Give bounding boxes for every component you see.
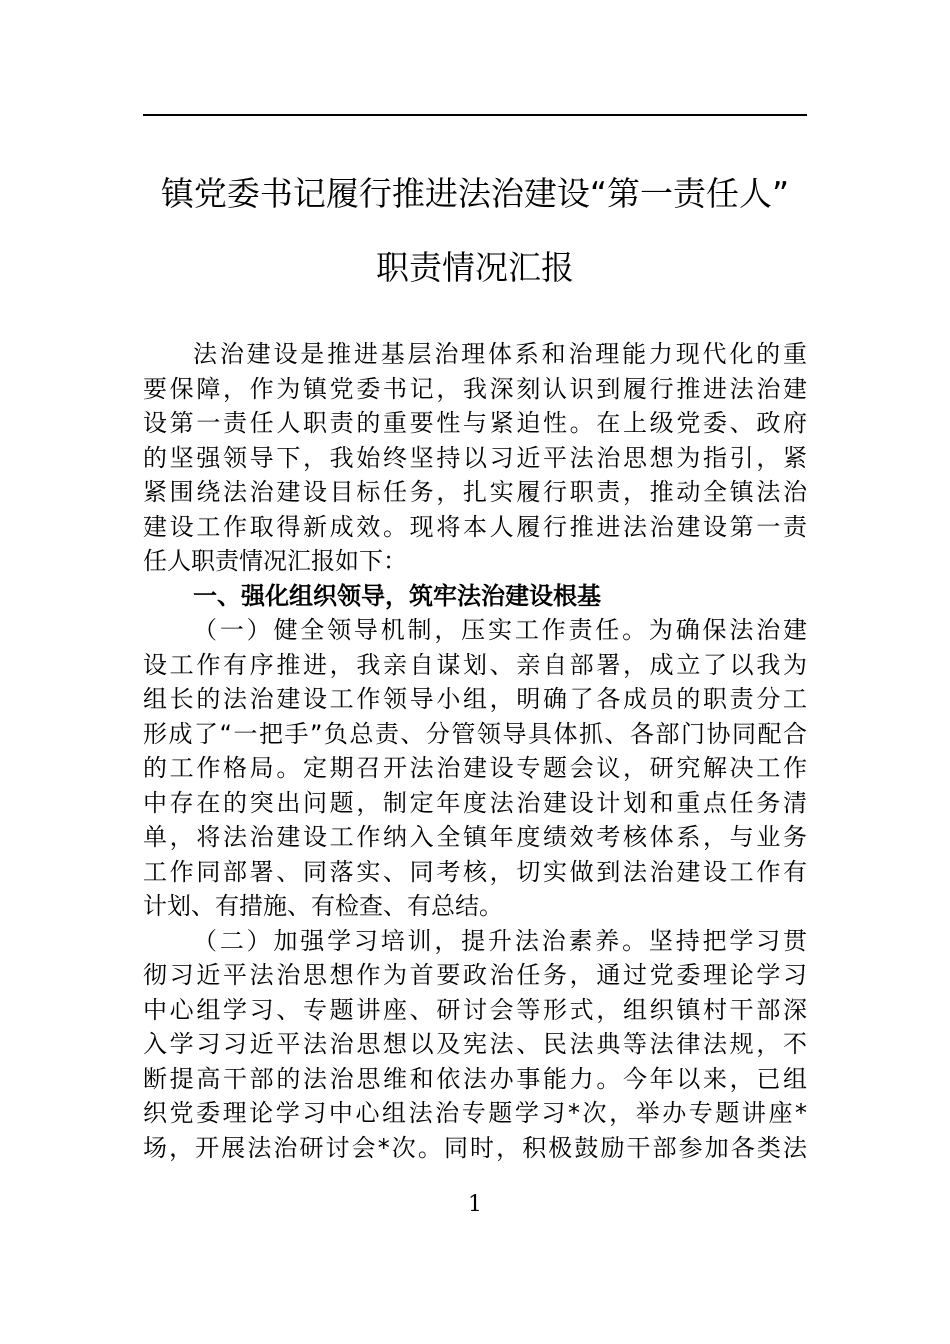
document-body: [143, 337, 807, 1165]
paragraph-line: 紧围绕法治建设目标任务，扎实履行职责，推动全镇法治: [143, 478, 807, 506]
paragraph-line: 织党委理论学习中心组法治专题学习*次，举办专题讲座*: [143, 1099, 807, 1127]
paragraph-line: 法治建设是推进基层治理体系和治理能力现代化的重: [193, 340, 807, 368]
paragraph-line: （二）加强学习培训，提升法治素养。坚持把学习贯: [193, 926, 807, 955]
paragraph-line: 中存在的突出问题，制定年度法治建设计划和重点任务清: [143, 788, 807, 817]
header-rule: [143, 114, 807, 116]
paragraph-line: 彻习近平法治思想作为首要政治任务，通过党委理论学习: [143, 961, 807, 989]
paragraph-line: 形成了“一把手”负总责、分管领导具体抓、各部门协同配合: [143, 719, 807, 748]
document-title-line-1: 镇党委书记履行推进法治建设“第一责任人”: [160, 174, 790, 213]
paragraph-line: 任人职责情况汇报如下：: [143, 547, 407, 575]
paragraph-line: 要保障，作为镇党委书记，我深刻认识到履行推进法治建: [143, 374, 807, 403]
paragraph-line: 设第一责任人职责的重要性与紧迫性。在上级党委、政府: [143, 409, 807, 437]
paragraph-line: 的坚强领导下，我始终坚持以习近平法治思想为指引，紧: [143, 443, 807, 472]
page-number: 1: [468, 1192, 482, 1217]
paragraph-line: 入学习习近平法治思想以及宪法、民法典等法律法规，不: [143, 1030, 807, 1058]
paragraph-line: （一）健全领导机制，压实工作责任。为确保法治建: [193, 616, 807, 644]
paragraph-line: 组长的法治建设工作领导小组，明确了各成员的职责分工: [143, 685, 807, 713]
paragraph-line: 建设工作取得新成效。现将本人履行推进法治建设第一责: [143, 512, 807, 541]
paragraph-line: 场，开展法治研讨会*次。同时，积极鼓励干部参加各类法: [143, 1133, 807, 1162]
paragraph-line: 设工作有序推进，我亲自谋划、亲自部署，成立了以我为: [143, 650, 807, 679]
section-heading: 一、强化组织领导，筑牢法治建设根基: [193, 581, 601, 610]
paragraph-line: 计划、有措施、有检查、有总结。: [143, 892, 503, 920]
paragraph-line: 工作同部署、同落实、同考核，切实做到法治建设工作有: [143, 857, 807, 886]
paragraph-line: 中心组学习、专题讲座、研讨会等形式，组织镇村干部深: [143, 995, 807, 1024]
paragraph-line: 单，将法治建设工作纳入全镇年度绩效考核体系，与业务: [143, 823, 807, 851]
paragraph-line: 的工作格局。定期召开法治建设专题会议，研究解决工作: [143, 754, 807, 782]
document-title-line-2: 职责情况汇报: [376, 248, 574, 287]
paragraph-line: 断提高干部的法治思维和依法办事能力。今年以来，已组: [143, 1064, 807, 1093]
